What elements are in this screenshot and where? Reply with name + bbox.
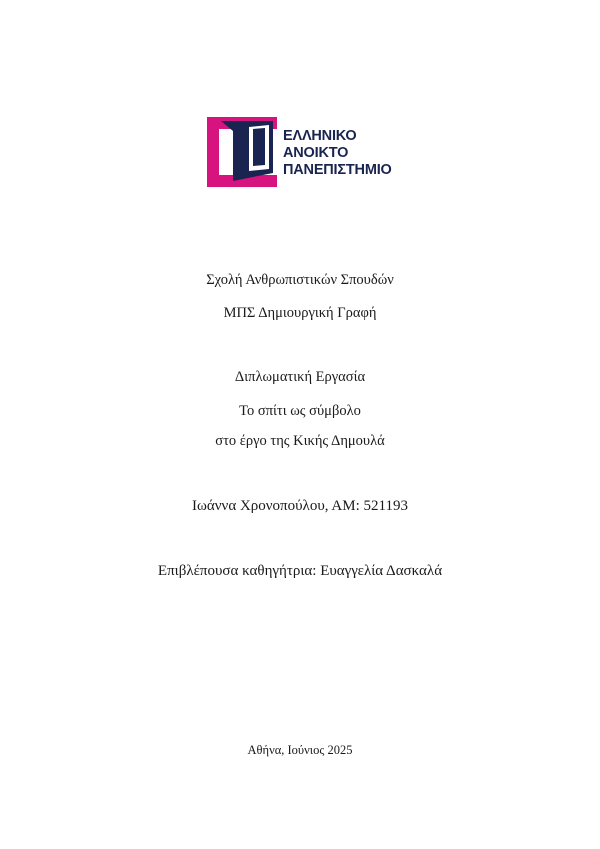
thesis-title-line-2: στο έργο της Κικής Δημουλά bbox=[215, 433, 385, 449]
school-name: Σχολή Ανθρωπιστικών Σπουδών bbox=[206, 272, 394, 288]
logo-line-1: ΕΛΛΗΝΙΚΟ bbox=[283, 128, 357, 144]
author-line: Ιωάννα Χρονοπούλου, ΑΜ: 521193 bbox=[192, 498, 408, 514]
thesis-title-line-1: Το σπίτι ως σύμβολο bbox=[239, 403, 361, 419]
place-date: Αθήνα, Ιούνιος 2025 bbox=[247, 743, 353, 757]
supervisor-line: Επιβλέπουσα καθηγήτρια: Ευαγγελία Δασκαλά bbox=[157, 563, 443, 579]
university-logo bbox=[207, 115, 397, 189]
thesis-type: Διπλωματική Εργασία bbox=[234, 369, 366, 385]
logo-line-3: ΠΑΝΕΠΙΣΤΗΜΙΟ bbox=[283, 162, 392, 178]
logo-wordmark bbox=[283, 128, 392, 179]
program-name: ΜΠΣ Δημιουργική Γραφή bbox=[223, 305, 377, 321]
logo-line-2: ΑΝΟΙΚΤΟ bbox=[283, 145, 349, 161]
